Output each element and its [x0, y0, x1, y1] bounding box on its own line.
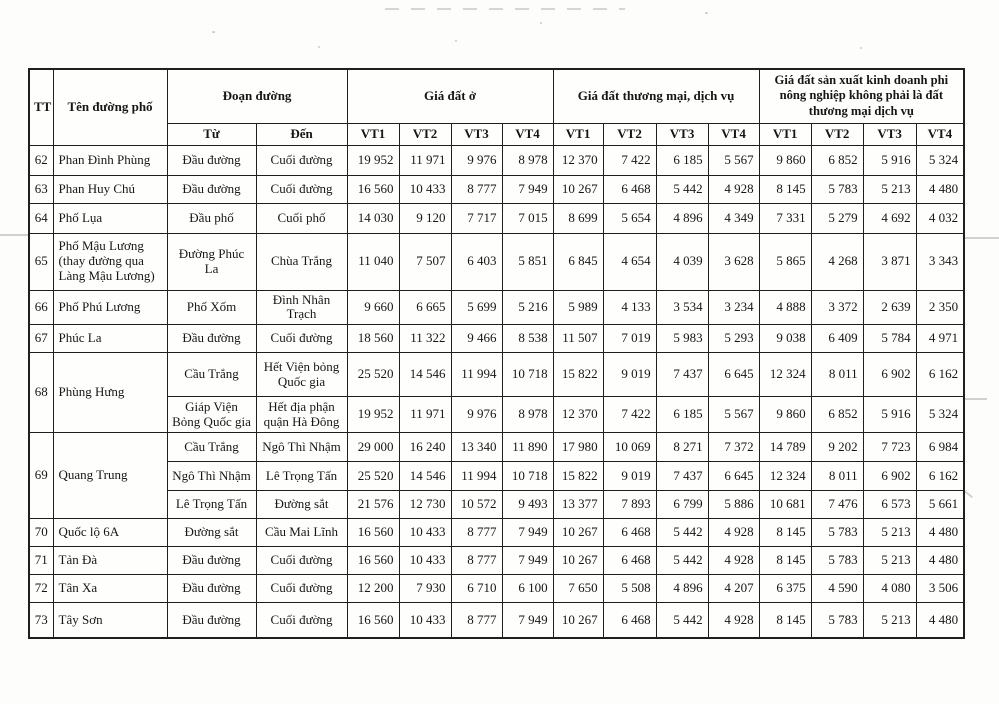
header-vt4: VT4 — [916, 123, 964, 145]
price-cell: 4 133 — [603, 290, 656, 325]
price-cell: 5 886 — [708, 491, 759, 519]
price-cell: 4 268 — [811, 233, 863, 290]
header-vt1: VT1 — [759, 123, 811, 145]
header-vt2: VT2 — [399, 123, 451, 145]
table-row — [29, 145, 964, 175]
price-cell: 5 508 — [603, 575, 656, 603]
price-cell: 5 213 — [863, 547, 916, 575]
segment-to-cell: Cuối đường — [256, 145, 347, 175]
price-cell: 6 185 — [656, 145, 708, 175]
price-cell: 6 710 — [451, 575, 502, 603]
segment-from-cell: Đầu đường — [167, 603, 256, 638]
segment-from-cell: Đường sắt — [167, 519, 256, 547]
scan-artifact — [318, 46, 320, 48]
row-number-cell: 73 — [29, 603, 53, 638]
price-cell: 4 480 — [916, 519, 964, 547]
price-cell: 8 271 — [656, 433, 708, 462]
price-cell: 11 507 — [553, 325, 603, 353]
scan-artifact — [705, 12, 708, 14]
price-cell: 11 994 — [451, 353, 502, 397]
price-cell: 4 896 — [656, 575, 708, 603]
price-cell: 9 976 — [451, 145, 502, 175]
price-cell: 4 080 — [863, 575, 916, 603]
price-cell: 7 331 — [759, 203, 811, 233]
price-cell: 7 949 — [502, 175, 553, 203]
segment-from-cell: Đầu đường — [167, 325, 256, 353]
price-cell: 10 267 — [553, 603, 603, 638]
price-cell: 6 645 — [708, 353, 759, 397]
price-cell: 9 038 — [759, 325, 811, 353]
price-cell: 4 032 — [916, 203, 964, 233]
header-group-production: Giá đất sản xuất kinh doanh phi nông nghiệp không phải là đất thương mại dịch vụ — [759, 69, 964, 123]
segment-from-cell: Đầu đường — [167, 145, 256, 175]
price-cell: 8 777 — [451, 603, 502, 638]
price-cell: 4 888 — [759, 290, 811, 325]
row-number-cell: 62 — [29, 145, 53, 175]
price-cell: 7 650 — [553, 575, 603, 603]
price-cell: 5 324 — [916, 145, 964, 175]
price-cell: 5 279 — [811, 203, 863, 233]
segment-to-cell: Cầu Mai Lĩnh — [256, 519, 347, 547]
price-cell: 5 661 — [916, 491, 964, 519]
price-cell: 10 433 — [399, 519, 451, 547]
street-name-cell: Phố Phú Lương — [53, 290, 167, 325]
price-cell: 12 324 — [759, 353, 811, 397]
price-cell: 21 576 — [347, 491, 399, 519]
price-cell: 5 916 — [863, 145, 916, 175]
price-cell: 8 145 — [759, 519, 811, 547]
segment-from-cell: Lê Trọng Tấn — [167, 491, 256, 519]
price-cell: 12 730 — [399, 491, 451, 519]
price-cell: 5 784 — [863, 325, 916, 353]
price-cell: 2 639 — [863, 290, 916, 325]
price-cell: 7 893 — [603, 491, 656, 519]
row-number-cell: 72 — [29, 575, 53, 603]
header-vt2: VT2 — [811, 123, 863, 145]
street-name-cell: Phan Đình Phùng — [53, 145, 167, 175]
price-cell: 5 699 — [451, 290, 502, 325]
price-cell: 3 534 — [656, 290, 708, 325]
price-cell: 5 324 — [916, 397, 964, 433]
price-cell: 10 718 — [502, 462, 553, 491]
table-row — [29, 433, 964, 462]
segment-to-cell: Hết Viện bỏng Quốc gia — [256, 353, 347, 397]
scan-artifact — [540, 22, 542, 24]
scan-artifact — [455, 40, 457, 42]
price-cell: 8 538 — [502, 325, 553, 353]
price-cell: 2 350 — [916, 290, 964, 325]
header-vt3: VT3 — [863, 123, 916, 145]
row-number-cell: 64 — [29, 203, 53, 233]
scan-artifact — [385, 8, 625, 10]
price-cell: 7 019 — [603, 325, 656, 353]
price-cell: 4 349 — [708, 203, 759, 233]
row-number-cell: 70 — [29, 519, 53, 547]
price-cell: 6 468 — [603, 175, 656, 203]
price-cell: 7 949 — [502, 519, 553, 547]
price-cell: 5 865 — [759, 233, 811, 290]
price-cell: 6 468 — [603, 603, 656, 638]
price-cell: 6 409 — [811, 325, 863, 353]
segment-to-cell: Đình Nhân Trạch — [256, 290, 347, 325]
price-cell: 11 971 — [399, 145, 451, 175]
price-cell: 16 560 — [347, 519, 399, 547]
price-cell: 8 145 — [759, 547, 811, 575]
header-vt1: VT1 — [553, 123, 603, 145]
price-cell: 16 560 — [347, 603, 399, 638]
price-cell: 9 860 — [759, 397, 811, 433]
street-name-cell: Phố Lụa — [53, 203, 167, 233]
street-name-cell: Phan Huy Chú — [53, 175, 167, 203]
segment-to-cell: Cuối đường — [256, 575, 347, 603]
price-cell: 13 377 — [553, 491, 603, 519]
scan-artifact — [963, 398, 987, 400]
street-name-cell: Tân Xa — [53, 575, 167, 603]
price-cell: 10 069 — [603, 433, 656, 462]
table-row — [29, 175, 964, 203]
price-cell: 3 343 — [916, 233, 964, 290]
scan-artifact — [0, 234, 28, 236]
price-cell: 5 654 — [603, 203, 656, 233]
price-cell: 9 493 — [502, 491, 553, 519]
header-vt4: VT4 — [502, 123, 553, 145]
table-row — [29, 575, 964, 603]
header-row-groups — [29, 69, 964, 123]
price-cell: 4 896 — [656, 203, 708, 233]
price-cell: 11 322 — [399, 325, 451, 353]
segment-from-cell: Phố Xốm — [167, 290, 256, 325]
price-cell: 6 799 — [656, 491, 708, 519]
land-price-table — [28, 68, 965, 639]
price-cell: 6 468 — [603, 519, 656, 547]
price-cell: 8 011 — [811, 353, 863, 397]
price-cell: 15 822 — [553, 462, 603, 491]
street-name-cell: Tản Đà — [53, 547, 167, 575]
row-number-cell: 66 — [29, 290, 53, 325]
price-cell: 6 100 — [502, 575, 553, 603]
price-cell: 14 546 — [399, 353, 451, 397]
price-cell: 5 851 — [502, 233, 553, 290]
segment-from-cell: Cầu Trắng — [167, 353, 256, 397]
price-cell: 6 845 — [553, 233, 603, 290]
segment-to-cell: Hết địa phận quận Hà Đông — [256, 397, 347, 433]
price-cell: 5 213 — [863, 519, 916, 547]
price-cell: 8 145 — [759, 603, 811, 638]
price-cell: 6 403 — [451, 233, 502, 290]
price-cell: 13 340 — [451, 433, 502, 462]
row-number-cell: 69 — [29, 433, 53, 519]
price-cell: 4 480 — [916, 175, 964, 203]
price-cell: 8 978 — [502, 397, 553, 433]
header-group-commercial: Giá đất thương mại, dịch vụ — [553, 69, 759, 123]
price-cell: 7 717 — [451, 203, 502, 233]
price-cell: 25 520 — [347, 462, 399, 491]
price-cell: 4 928 — [708, 547, 759, 575]
price-cell: 12 370 — [553, 145, 603, 175]
price-cell: 19 952 — [347, 397, 399, 433]
segment-from-cell: Cầu Trắng — [167, 433, 256, 462]
row-number-cell: 71 — [29, 547, 53, 575]
price-cell: 4 480 — [916, 547, 964, 575]
price-cell: 3 628 — [708, 233, 759, 290]
price-cell: 10 433 — [399, 175, 451, 203]
price-cell: 7 015 — [502, 203, 553, 233]
price-cell: 4 590 — [811, 575, 863, 603]
price-cell: 7 723 — [863, 433, 916, 462]
segment-to-cell: Chùa Trắng — [256, 233, 347, 290]
price-cell: 19 952 — [347, 145, 399, 175]
table-row — [29, 203, 964, 233]
price-cell: 6 468 — [603, 547, 656, 575]
price-cell: 8 777 — [451, 175, 502, 203]
price-cell: 14 030 — [347, 203, 399, 233]
segment-to-cell: Cuối đường — [256, 325, 347, 353]
table-row — [29, 325, 964, 353]
price-cell: 6 185 — [656, 397, 708, 433]
price-cell: 11 040 — [347, 233, 399, 290]
price-cell: 9 466 — [451, 325, 502, 353]
price-cell: 10 267 — [553, 519, 603, 547]
street-name-cell: Phùng Hưng — [53, 353, 167, 433]
price-cell: 10 718 — [502, 353, 553, 397]
price-cell: 3 234 — [708, 290, 759, 325]
price-cell: 9 019 — [603, 353, 656, 397]
scan-artifact — [963, 237, 999, 239]
price-cell: 4 971 — [916, 325, 964, 353]
price-cell: 8 777 — [451, 519, 502, 547]
price-cell: 4 480 — [916, 603, 964, 638]
price-cell: 5 783 — [811, 175, 863, 203]
segment-to-cell: Cuối phố — [256, 203, 347, 233]
header-from: Từ — [167, 123, 256, 145]
segment-to-cell: Cuối đường — [256, 547, 347, 575]
price-cell: 16 560 — [347, 547, 399, 575]
price-cell: 6 162 — [916, 353, 964, 397]
price-cell: 7 437 — [656, 353, 708, 397]
segment-from-cell: Đầu phố — [167, 203, 256, 233]
table-row — [29, 547, 964, 575]
segment-from-cell: Giáp Viện Bỏng Quốc gia — [167, 397, 256, 433]
scan-artifact — [212, 31, 215, 33]
price-cell: 12 324 — [759, 462, 811, 491]
price-cell: 6 375 — [759, 575, 811, 603]
segment-from-cell: Đầu đường — [167, 575, 256, 603]
price-cell: 6 162 — [916, 462, 964, 491]
price-cell: 7 437 — [656, 462, 708, 491]
price-cell: 8 777 — [451, 547, 502, 575]
street-name-cell: Phúc La — [53, 325, 167, 353]
price-cell: 6 902 — [863, 353, 916, 397]
scan-artifact — [860, 47, 862, 49]
price-cell: 7 372 — [708, 433, 759, 462]
table-row — [29, 491, 964, 519]
price-cell: 5 293 — [708, 325, 759, 353]
price-cell: 3 372 — [811, 290, 863, 325]
price-cell: 6 902 — [863, 462, 916, 491]
segment-to-cell: Đường sắt — [256, 491, 347, 519]
header-segment: Đoạn đường — [167, 69, 347, 123]
header-group-residential: Giá đất ở — [347, 69, 553, 123]
price-cell: 18 560 — [347, 325, 399, 353]
price-cell: 29 000 — [347, 433, 399, 462]
table-row — [29, 603, 964, 638]
segment-to-cell: Cuối đường — [256, 603, 347, 638]
price-cell: 25 520 — [347, 353, 399, 397]
segment-from-cell: Đường Phúc La — [167, 233, 256, 290]
price-cell: 8 011 — [811, 462, 863, 491]
header-row-subcolumns — [29, 123, 964, 145]
header-street: Tên đường phố — [53, 69, 167, 145]
price-cell: 10 267 — [553, 547, 603, 575]
header-vt3: VT3 — [656, 123, 708, 145]
price-cell: 12 370 — [553, 397, 603, 433]
row-number-cell: 68 — [29, 353, 53, 433]
header-vt2: VT2 — [603, 123, 656, 145]
header-to: Đến — [256, 123, 347, 145]
price-cell: 3 871 — [863, 233, 916, 290]
price-cell: 5 567 — [708, 397, 759, 433]
price-cell: 6 852 — [811, 397, 863, 433]
price-cell: 7 930 — [399, 575, 451, 603]
price-cell: 9 019 — [603, 462, 656, 491]
price-cell: 5 442 — [656, 519, 708, 547]
price-cell: 11 971 — [399, 397, 451, 433]
header-vt1: VT1 — [347, 123, 399, 145]
segment-from-cell: Đầu đường — [167, 547, 256, 575]
price-cell: 10 267 — [553, 175, 603, 203]
table-row — [29, 290, 964, 325]
price-cell: 9 660 — [347, 290, 399, 325]
price-cell: 11 994 — [451, 462, 502, 491]
street-name-cell: Tây Sơn — [53, 603, 167, 638]
price-cell: 9 202 — [811, 433, 863, 462]
header-vt3: VT3 — [451, 123, 502, 145]
price-cell: 6 665 — [399, 290, 451, 325]
segment-from-cell: Đầu đường — [167, 175, 256, 203]
segment-from-cell: Ngô Thì Nhậm — [167, 462, 256, 491]
table-body — [29, 145, 964, 638]
price-cell: 14 789 — [759, 433, 811, 462]
price-cell: 4 692 — [863, 203, 916, 233]
price-cell: 4 654 — [603, 233, 656, 290]
price-cell: 6 645 — [708, 462, 759, 491]
street-name-cell: Quang Trung — [53, 433, 167, 519]
header-tt: TT — [29, 69, 53, 145]
price-cell: 4 207 — [708, 575, 759, 603]
price-cell: 6 852 — [811, 145, 863, 175]
price-cell: 5 442 — [656, 603, 708, 638]
price-cell: 5 989 — [553, 290, 603, 325]
segment-to-cell: Cuối đường — [256, 175, 347, 203]
price-cell: 7 422 — [603, 397, 656, 433]
price-cell: 15 822 — [553, 353, 603, 397]
price-cell: 9 860 — [759, 145, 811, 175]
street-name-cell: Quốc lộ 6A — [53, 519, 167, 547]
price-cell: 7 949 — [502, 603, 553, 638]
price-cell: 7 949 — [502, 547, 553, 575]
price-cell: 16 240 — [399, 433, 451, 462]
segment-to-cell: Lê Trọng Tấn — [256, 462, 347, 491]
price-cell: 10 433 — [399, 603, 451, 638]
price-cell: 7 476 — [811, 491, 863, 519]
price-cell: 9 976 — [451, 397, 502, 433]
segment-to-cell: Ngô Thì Nhậm — [256, 433, 347, 462]
price-cell: 5 442 — [656, 175, 708, 203]
price-cell: 5 983 — [656, 325, 708, 353]
price-cell: 5 783 — [811, 519, 863, 547]
price-cell: 4 039 — [656, 233, 708, 290]
price-cell: 5 213 — [863, 175, 916, 203]
price-cell: 7 507 — [399, 233, 451, 290]
price-cell: 10 433 — [399, 547, 451, 575]
street-name-cell: Phố Mậu Lương (thay đường qua Làng Mậu Lương) — [53, 233, 167, 290]
table-row — [29, 462, 964, 491]
price-cell: 8 145 — [759, 175, 811, 203]
price-cell: 5 783 — [811, 547, 863, 575]
price-cell: 6 573 — [863, 491, 916, 519]
price-cell: 8 699 — [553, 203, 603, 233]
table-row — [29, 233, 964, 290]
price-cell: 10 572 — [451, 491, 502, 519]
price-cell: 9 120 — [399, 203, 451, 233]
price-cell: 12 200 — [347, 575, 399, 603]
price-cell: 5 783 — [811, 603, 863, 638]
price-cell: 17 980 — [553, 433, 603, 462]
price-cell: 11 890 — [502, 433, 553, 462]
price-cell: 7 422 — [603, 145, 656, 175]
price-cell: 3 506 — [916, 575, 964, 603]
price-cell: 5 216 — [502, 290, 553, 325]
price-cell: 4 928 — [708, 175, 759, 203]
price-cell: 8 978 — [502, 145, 553, 175]
price-cell: 14 546 — [399, 462, 451, 491]
price-cell: 5 567 — [708, 145, 759, 175]
price-cell: 16 560 — [347, 175, 399, 203]
row-number-cell: 63 — [29, 175, 53, 203]
header-vt4: VT4 — [708, 123, 759, 145]
price-cell: 5 916 — [863, 397, 916, 433]
price-cell: 6 984 — [916, 433, 964, 462]
price-cell: 5 213 — [863, 603, 916, 638]
row-number-cell: 67 — [29, 325, 53, 353]
table-row — [29, 353, 964, 397]
table-row — [29, 519, 964, 547]
row-number-cell: 65 — [29, 233, 53, 290]
price-cell: 10 681 — [759, 491, 811, 519]
price-cell: 5 442 — [656, 547, 708, 575]
table-row — [29, 397, 964, 433]
price-cell: 4 928 — [708, 519, 759, 547]
price-cell: 4 928 — [708, 603, 759, 638]
